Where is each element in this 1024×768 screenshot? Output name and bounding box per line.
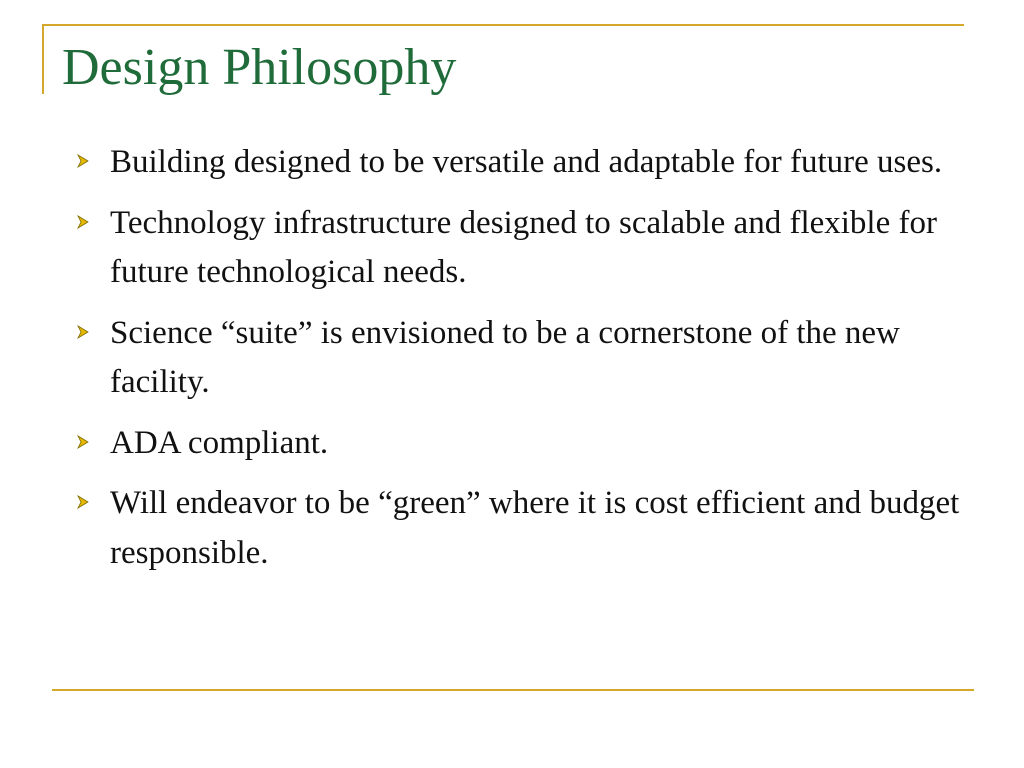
bullet-item bbox=[70, 138, 970, 188]
bullet-list bbox=[70, 138, 970, 589]
bullet-text: ADA compliant. bbox=[110, 424, 329, 461]
arrowhead-bullet-icon bbox=[76, 215, 90, 229]
slide-title: Design Philosophy bbox=[62, 39, 457, 96]
bullet-item bbox=[70, 199, 970, 298]
bullet-item bbox=[70, 309, 970, 408]
bullet-text: Will endeavor to be “green” where it is cost efficient and budget responsible. bbox=[110, 485, 960, 571]
arrowhead-bullet-icon bbox=[76, 435, 90, 449]
bullet-text: Building designed to be versatile and adaptable for future uses. bbox=[110, 144, 943, 180]
arrowhead-bullet-icon bbox=[76, 154, 90, 168]
bullet-text: Science “suite” is envisioned to be a cornerstone of the new facility. bbox=[110, 314, 900, 400]
left-accent-rule bbox=[42, 24, 44, 94]
bottom-accent-rule bbox=[52, 689, 974, 691]
bullet-item bbox=[70, 419, 970, 469]
arrowhead-bullet-icon bbox=[76, 495, 90, 509]
bullet-item bbox=[70, 479, 970, 578]
arrowhead-bullet-icon bbox=[76, 325, 90, 339]
bullet-text: Technology infrastructure designed to scalable and flexible for future technological needs. bbox=[110, 204, 937, 290]
top-accent-rule bbox=[42, 24, 964, 26]
